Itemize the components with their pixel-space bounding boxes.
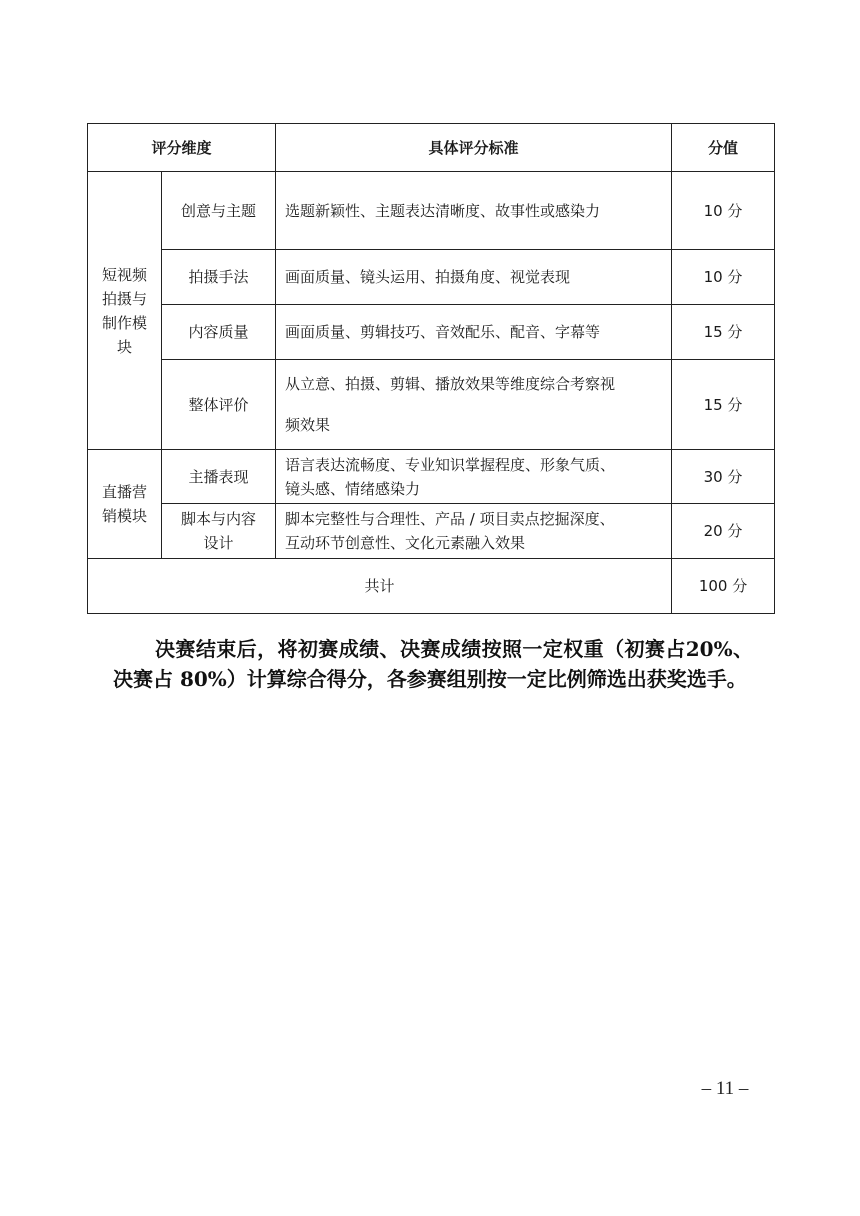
- item-criteria: 画面质量、剪辑技巧、音效配乐、配音、字幕等: [276, 305, 672, 360]
- item-criteria: 脚本完整性与合理性、产品 / 项目卖点挖掘深度、 互动环节创意性、文化元素融入效果: [276, 504, 672, 559]
- header-score: 分值: [672, 124, 775, 172]
- header-dimension: 评分维度: [88, 124, 276, 172]
- page-number: – 11 –: [701, 1078, 749, 1099]
- total-label: 共计: [88, 559, 672, 614]
- scoring-table: [87, 123, 775, 614]
- item-score: 15 分: [672, 305, 775, 360]
- table-row: [88, 360, 775, 450]
- item-criteria: 画面质量、镜头运用、拍摄角度、视觉表现: [276, 250, 672, 305]
- module-name-live-stream: 直播营 销模块: [88, 450, 162, 559]
- item-criteria: 语言表达流畅度、专业知识掌握程度、形象气质、 镜头感、情绪感染力: [276, 450, 672, 504]
- table-row: [88, 172, 775, 250]
- closing-paragraph: [113, 634, 753, 694]
- closing-paragraph-text: 决赛结束后，将初赛成绩、决赛成绩按照一定权重（初赛占20%、决赛占 80%）计算综合得分，各参赛组别按一定比例筛选出获奖选手。: [113, 637, 753, 691]
- module-name-short-video: 短视频 拍摄与 制作模 块: [88, 172, 162, 450]
- item-name: 整体评价: [162, 360, 276, 450]
- item-name: 内容质量: [162, 305, 276, 360]
- item-criteria: 从立意、拍摄、剪辑、播放效果等维度综合考察视 频效果: [276, 360, 672, 450]
- item-name: 脚本与内容 设计: [162, 504, 276, 559]
- item-score: 10 分: [672, 172, 775, 250]
- header-criteria: 具体评分标准: [276, 124, 672, 172]
- table-row: [88, 305, 775, 360]
- item-score: 30 分: [672, 450, 775, 504]
- table-row: [88, 504, 775, 559]
- item-score: 15 分: [672, 360, 775, 450]
- item-criteria: 选题新颖性、主题表达清晰度、故事性或感染力: [276, 172, 672, 250]
- table-row: [88, 250, 775, 305]
- item-name: 主播表现: [162, 450, 276, 504]
- table-total-row: [88, 559, 775, 614]
- item-score: 10 分: [672, 250, 775, 305]
- item-name: 创意与主题: [162, 172, 276, 250]
- item-name: 拍摄手法: [162, 250, 276, 305]
- total-score: 100 分: [672, 559, 775, 614]
- item-score: 20 分: [672, 504, 775, 559]
- table-row: [88, 450, 775, 504]
- table-header-row: [88, 124, 775, 172]
